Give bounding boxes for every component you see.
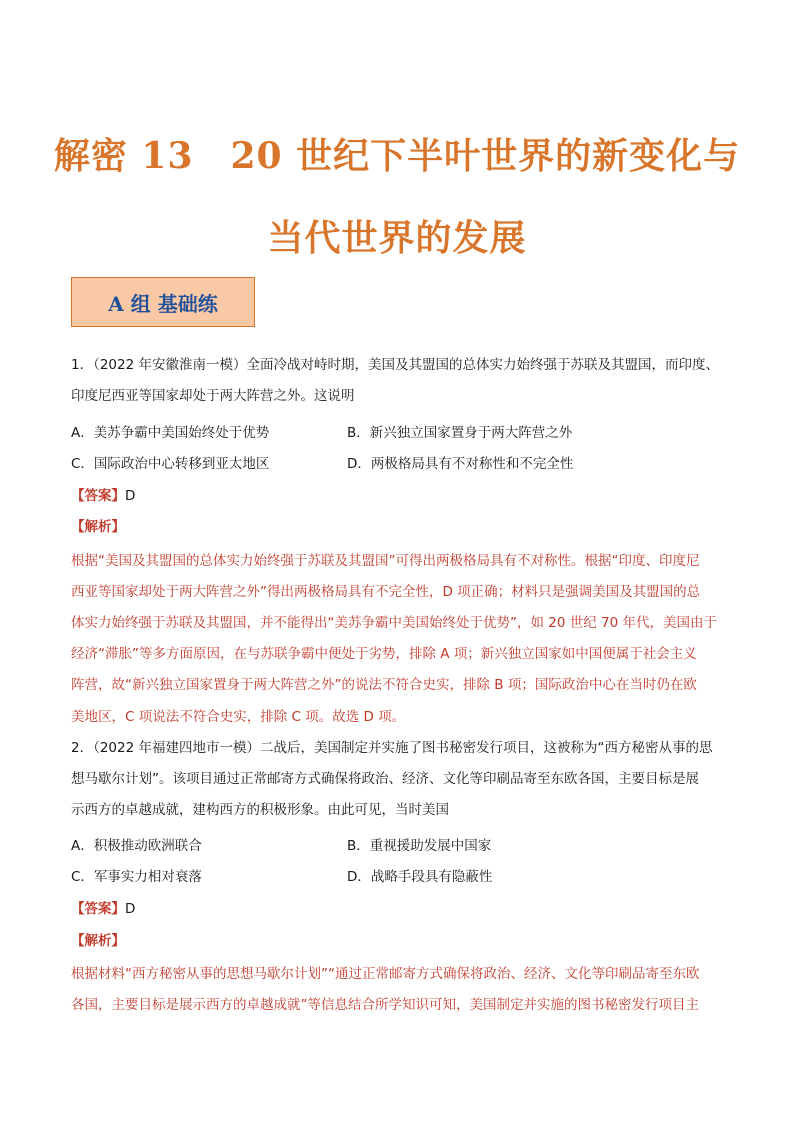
q1-analysis-line: 体实力始终强于苏联及其盟国，并不能得出“美苏争霸中美国始终处于优势”，如 20 世纪 70 年代，美国由于 (71, 615, 718, 631)
q1-answer (71, 484, 135, 504)
q2-answer-value: D (125, 901, 136, 917)
q2-answer (71, 897, 135, 917)
q2-option-a: A．积极推动欧洲联合 (71, 838, 202, 854)
q2-option-c: C．军事实力相对衰落 (71, 869, 202, 885)
q2-analysis-line: 各国，主要目标是展示西方的卓越成就”等信息结合所学知识可知，美国制定并实施的图书秘密发行项目主 (71, 997, 699, 1013)
q1-analysis-line: 西亚等国家却处于两大阵营之外”得出两极格局具有不完全性，D 项正确；材料只是强调美国及其盟国的总 (71, 584, 701, 600)
q2-analysis-label: 【解析】 (71, 933, 125, 949)
q1-stem-line2: 印度尼西亚等国家却处于两大阵营之外。这说明 (71, 388, 355, 404)
q1-analysis-line: 经济“滞胀”等多方面原因，在与苏联争霸中便处于劣势，排除 A 项；新兴独立国家如中国便属于社会主义 (71, 646, 697, 662)
q1-answer-value: D (125, 488, 136, 504)
q1-stem-line1: 1．（2022 年安徽淮南一模）全面冷战对峙时期，美国及其盟国的总体实力始终强于苏联及其盟国，而印度、 (71, 357, 719, 373)
q1-analysis-line: 根据“美国及其盟国的总体实力始终强于苏联及其盟国”可得出两极格局具有不对称性。根据“印度、印度尼 (71, 553, 700, 569)
q1-option-d: D．两极格局具有不对称性和不完全性 (347, 456, 574, 472)
q1-option-a: A．美苏争霸中美国始终处于优势 (71, 425, 270, 441)
q2-stem-line1: 2．（2022 年福建四地市一模）二战后，美国制定并实施了图书秘密发行项目，这被称为“西方秘密从事的思 (71, 740, 713, 756)
q1-analysis-line: 美地区，C 项说法不符合史实，排除 C 项。故选 D 项。 (71, 709, 406, 725)
page-title-line1: 解密 13 20 世纪下半叶世界的新变化与 (53, 135, 741, 177)
q2-stem-line3: 示西方的卓越成就，建构西方的积极形象。由此可见，当时美国 (71, 802, 449, 818)
q2-option-d: D．战略手段具有隐蔽性 (347, 869, 493, 885)
group-heading-label: A 组 基础练 (108, 291, 218, 316)
q1-option-b: B．新兴独立国家置身于两大阵营之外 (347, 425, 573, 441)
q2-analysis-line: 根据材料“西方秘密从事的思想马歇尔计划”“通过正常邮寄方式确保将政治、经济、文化等印刷品寄至东欧 (71, 966, 700, 982)
q1-answer-label: 【答案】 (71, 488, 125, 504)
page-title-line2: 当代世界的发展 (267, 217, 527, 259)
q2-stem-line2: 想马歇尔计划”。该项目通过正常邮寄方式确保将政治、经济、文化等印刷品寄至东欧各国，主要目标是展 (71, 771, 699, 787)
group-heading-box (71, 277, 255, 327)
q2-answer-label: 【答案】 (71, 901, 125, 917)
q1-option-c: C．国际政治中心转移到亚太地区 (71, 456, 270, 472)
q2-option-b: B．重视援助发展中国家 (347, 838, 492, 854)
q1-analysis-line: 阵营，故“新兴独立国家置身于两大阵营之外”的说法不符合史实，排除 B 项；国际政治中心在当时仍在欧 (71, 677, 697, 693)
q1-analysis-label: 【解析】 (71, 519, 125, 535)
